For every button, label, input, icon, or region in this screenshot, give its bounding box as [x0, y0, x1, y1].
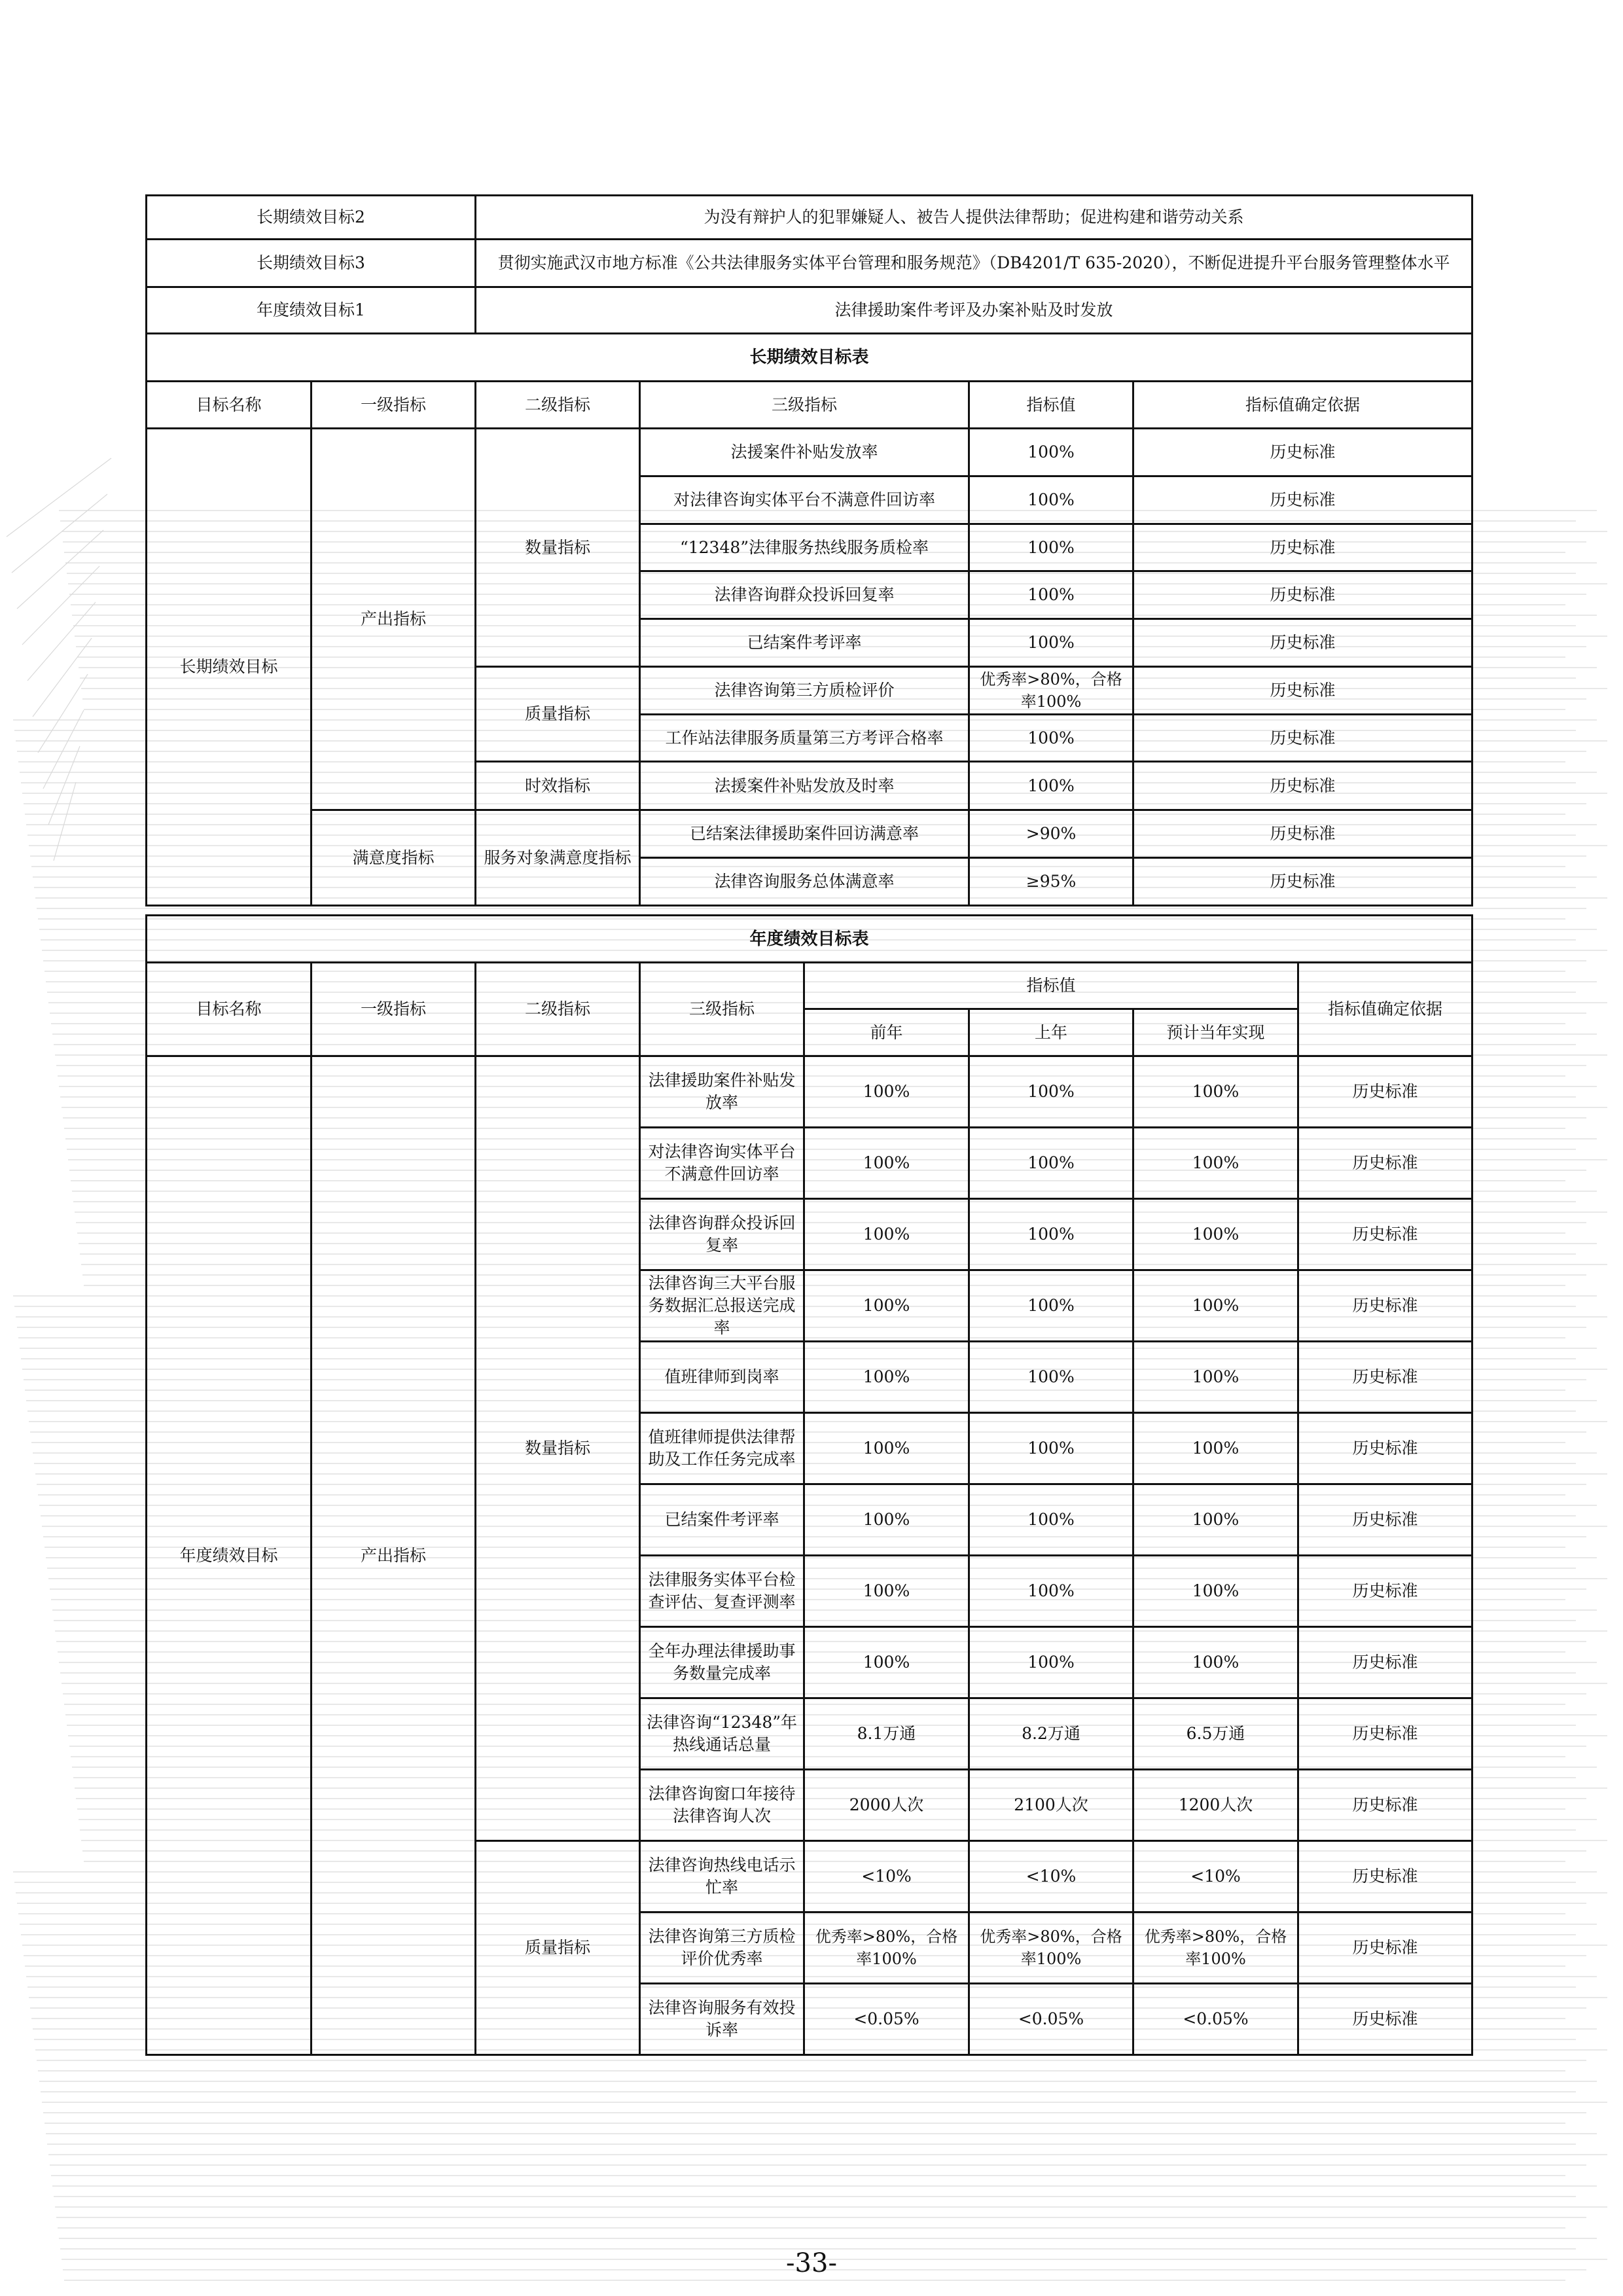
last-year-cell: <10%	[969, 1841, 1133, 1912]
basis-cell: 历史标准	[1133, 858, 1472, 906]
level2-cell: 服务对象满意度指标	[476, 810, 640, 906]
value-cell: 100%	[969, 762, 1133, 810]
prev-year-cell: <10%	[804, 1841, 969, 1912]
col-header-level3: 三级指标	[640, 963, 804, 1056]
indicator-cell: 法援案件补贴发放及时率	[640, 762, 969, 810]
indicator-cell: 值班律师到岗率	[640, 1342, 804, 1413]
this-year-cell: 100%	[1133, 1270, 1298, 1342]
prev-year-cell: 100%	[804, 1627, 969, 1698]
prev-year-cell: 100%	[804, 1199, 969, 1270]
last-year-cell: 100%	[969, 1484, 1133, 1556]
level2-cell: 数量指标	[476, 429, 640, 667]
col-header-goal-name: 目标名称	[147, 963, 312, 1056]
this-year-cell: 100%	[1133, 1342, 1298, 1413]
goal-name-cell: 长期绩效目标	[147, 429, 312, 906]
basis-cell: 历史标准	[1298, 1270, 1472, 1342]
basis-cell: 历史标准	[1298, 1627, 1472, 1698]
this-year-cell: 6.5万通	[1133, 1698, 1298, 1770]
last-year-cell: 100%	[969, 1627, 1133, 1698]
indicator-cell: 工作站法律服务质量第三方考评合格率	[640, 715, 969, 762]
basis-cell: 历史标准	[1298, 1770, 1472, 1841]
goal-value: 法律援助案件考评及办案补贴及时发放	[476, 287, 1472, 334]
last-year-cell: 100%	[969, 1270, 1133, 1342]
col-header-last-year: 上年	[969, 1009, 1133, 1056]
col-header-level1: 一级指标	[312, 382, 476, 429]
goal-name-cell: 年度绩效目标	[147, 1056, 312, 2055]
value-cell: ≥95%	[969, 858, 1133, 906]
level2-cell: 数量指标	[476, 1056, 640, 1841]
level2-cell: 质量指标	[476, 1841, 640, 2055]
goal-label: 年度绩效目标1	[147, 287, 476, 334]
value-cell: 100%	[969, 476, 1133, 524]
prev-year-cell: 100%	[804, 1556, 969, 1627]
this-year-cell: 1200人次	[1133, 1770, 1298, 1841]
last-year-cell: 2100人次	[969, 1770, 1133, 1841]
last-year-cell: 优秀率>80%，合格率100%	[969, 1912, 1133, 1984]
goal-label: 长期绩效目标3	[147, 240, 476, 287]
col-header-level1: 一级指标	[312, 963, 476, 1056]
basis-cell: 历史标准	[1133, 619, 1472, 667]
indicator-cell: 法律咨询群众投诉回复率	[640, 571, 969, 619]
this-year-cell: 100%	[1133, 1484, 1298, 1556]
basis-cell: 历史标准	[1133, 476, 1472, 524]
basis-cell: 历史标准	[1298, 1484, 1472, 1556]
basis-cell: 历史标准	[1133, 762, 1472, 810]
value-cell: 100%	[969, 571, 1133, 619]
level2-cell: 时效指标	[476, 762, 640, 810]
level1-cell: 产出指标	[312, 1056, 476, 2055]
prev-year-cell: 100%	[804, 1056, 969, 1128]
indicator-cell: 法律咨询“12348”年热线通话总量	[640, 1698, 804, 1770]
column-header-row	[147, 382, 1472, 429]
value-cell: 100%	[969, 429, 1133, 476]
goal-row	[147, 287, 1472, 334]
indicator-cell: 法律咨询服务有效投诉率	[640, 1984, 804, 2055]
basis-cell: 历史标准	[1298, 1841, 1472, 1912]
indicator-cell: 法援案件补贴发放率	[640, 429, 969, 476]
indicator-cell: 对法律咨询实体平台不满意件回访率	[640, 1128, 804, 1199]
indicator-cell: 法律咨询第三方质检评价优秀率	[640, 1912, 804, 1984]
last-year-cell: 100%	[969, 1128, 1133, 1199]
col-header-level2: 二级指标	[476, 963, 640, 1056]
indicator-cell: 已结案件考评率	[640, 619, 969, 667]
table-row	[147, 810, 1472, 858]
basis-cell: 历史标准	[1298, 1556, 1472, 1627]
header-and-long-term-table	[145, 194, 1473, 906]
this-year-cell: <0.05%	[1133, 1984, 1298, 2055]
basis-cell: 历史标准	[1298, 1342, 1472, 1413]
indicator-cell: 已结案件考评率	[640, 1484, 804, 1556]
indicator-cell: “12348”法律服务热线服务质检率	[640, 524, 969, 571]
this-year-cell: 100%	[1133, 1056, 1298, 1128]
basis-cell: 历史标准	[1133, 810, 1472, 858]
prev-year-cell: <0.05%	[804, 1984, 969, 2055]
annual-table	[145, 914, 1473, 2056]
value-cell: 100%	[969, 524, 1133, 571]
col-header-value: 指标值	[969, 382, 1133, 429]
col-header-this-year: 预计当年实现	[1133, 1009, 1298, 1056]
indicator-cell: 法律咨询第三方质检评价	[640, 667, 969, 715]
col-header-level3: 三级指标	[640, 382, 969, 429]
indicator-cell: 全年办理法律援助事务数量完成率	[640, 1627, 804, 1698]
value-cell: >90%	[969, 810, 1133, 858]
prev-year-cell: 100%	[804, 1484, 969, 1556]
col-header-prev-year: 前年	[804, 1009, 969, 1056]
this-year-cell: 100%	[1133, 1556, 1298, 1627]
indicator-cell: 法律援助案件补贴发放率	[640, 1056, 804, 1128]
column-header-row	[147, 963, 1472, 1009]
value-cell: 优秀率>80%，合格率100%	[969, 667, 1133, 715]
prev-year-cell: 8.1万通	[804, 1698, 969, 1770]
page-number: -33-	[786, 2248, 837, 2278]
table-row	[147, 429, 1472, 476]
this-year-cell: 优秀率>80%，合格率100%	[1133, 1912, 1298, 1984]
basis-cell: 历史标准	[1133, 667, 1472, 715]
this-year-cell: 100%	[1133, 1413, 1298, 1484]
indicator-cell: 法律咨询三大平台服务数据汇总报送完成率	[640, 1270, 804, 1342]
indicator-cell: 值班律师提供法律帮助及工作任务完成率	[640, 1413, 804, 1484]
prev-year-cell: 100%	[804, 1342, 969, 1413]
col-header-level2: 二级指标	[476, 382, 640, 429]
goal-value: 贯彻实施武汉市地方标准《公共法律服务实体平台管理和服务规范》（DB4201/T 635-2020），不断促进提升平台服务管理整体水平	[476, 240, 1472, 287]
goal-label: 长期绩效目标2	[147, 196, 476, 240]
value-cell: 100%	[969, 619, 1133, 667]
goal-value: 为没有辩护人的犯罪嫌疑人、被告人提供法律帮助；促进构建和谐劳动关系	[476, 196, 1472, 240]
col-header-basis: 指标值确定依据	[1298, 963, 1472, 1056]
indicator-cell: 对法律咨询实体平台不满意件回访率	[640, 476, 969, 524]
section-title-row	[147, 916, 1472, 963]
basis-cell: 历史标准	[1298, 1128, 1472, 1199]
level1-cell: 满意度指标	[312, 810, 476, 906]
last-year-cell: 100%	[969, 1413, 1133, 1484]
col-header-basis: 指标值确定依据	[1133, 382, 1472, 429]
basis-cell: 历史标准	[1133, 524, 1472, 571]
prev-year-cell: 优秀率>80%，合格率100%	[804, 1912, 969, 1984]
this-year-cell: 100%	[1133, 1128, 1298, 1199]
indicator-cell: 法律服务实体平台检查评估、复查评测率	[640, 1556, 804, 1627]
basis-cell: 历史标准	[1133, 429, 1472, 476]
indicator-cell: 法律咨询服务总体满意率	[640, 858, 969, 906]
prev-year-cell: 100%	[804, 1413, 969, 1484]
prev-year-cell: 100%	[804, 1270, 969, 1342]
last-year-cell: 100%	[969, 1199, 1133, 1270]
basis-cell: 历史标准	[1298, 1413, 1472, 1484]
last-year-cell: 100%	[969, 1342, 1133, 1413]
this-year-cell: <10%	[1133, 1841, 1298, 1912]
annual-section-title: 年度绩效目标表	[147, 916, 1472, 963]
indicator-cell: 已结案法律援助案件回访满意率	[640, 810, 969, 858]
this-year-cell: 100%	[1133, 1199, 1298, 1270]
col-header-goal-name: 目标名称	[147, 382, 312, 429]
indicator-cell: 法律咨询热线电话示忙率	[640, 1841, 804, 1912]
indicator-cell: 法律咨询窗口年接待法律咨询人次	[640, 1770, 804, 1841]
indicator-cell: 法律咨询群众投诉回复率	[640, 1199, 804, 1270]
basis-cell: 历史标准	[1298, 1056, 1472, 1128]
last-year-cell: <0.05%	[969, 1984, 1133, 2055]
this-year-cell: 100%	[1133, 1627, 1298, 1698]
basis-cell: 历史标准	[1298, 1912, 1472, 1984]
goal-row	[147, 240, 1472, 287]
table-row	[147, 1056, 1472, 1128]
col-header-value-group: 指标值	[804, 963, 1298, 1009]
last-year-cell: 100%	[969, 1056, 1133, 1128]
basis-cell: 历史标准	[1133, 715, 1472, 762]
basis-cell: 历史标准	[1298, 1984, 1472, 2055]
basis-cell: 历史标准	[1133, 571, 1472, 619]
basis-cell: 历史标准	[1298, 1698, 1472, 1770]
level1-cell: 产出指标	[312, 429, 476, 810]
prev-year-cell: 2000人次	[804, 1770, 969, 1841]
goal-row	[147, 196, 1472, 240]
level2-cell: 质量指标	[476, 667, 640, 762]
value-cell: 100%	[969, 715, 1133, 762]
prev-year-cell: 100%	[804, 1128, 969, 1199]
basis-cell: 历史标准	[1298, 1199, 1472, 1270]
last-year-cell: 8.2万通	[969, 1698, 1133, 1770]
last-year-cell: 100%	[969, 1556, 1133, 1627]
long-term-section-title: 长期绩效目标表	[147, 334, 1472, 382]
section-title-row	[147, 334, 1472, 382]
